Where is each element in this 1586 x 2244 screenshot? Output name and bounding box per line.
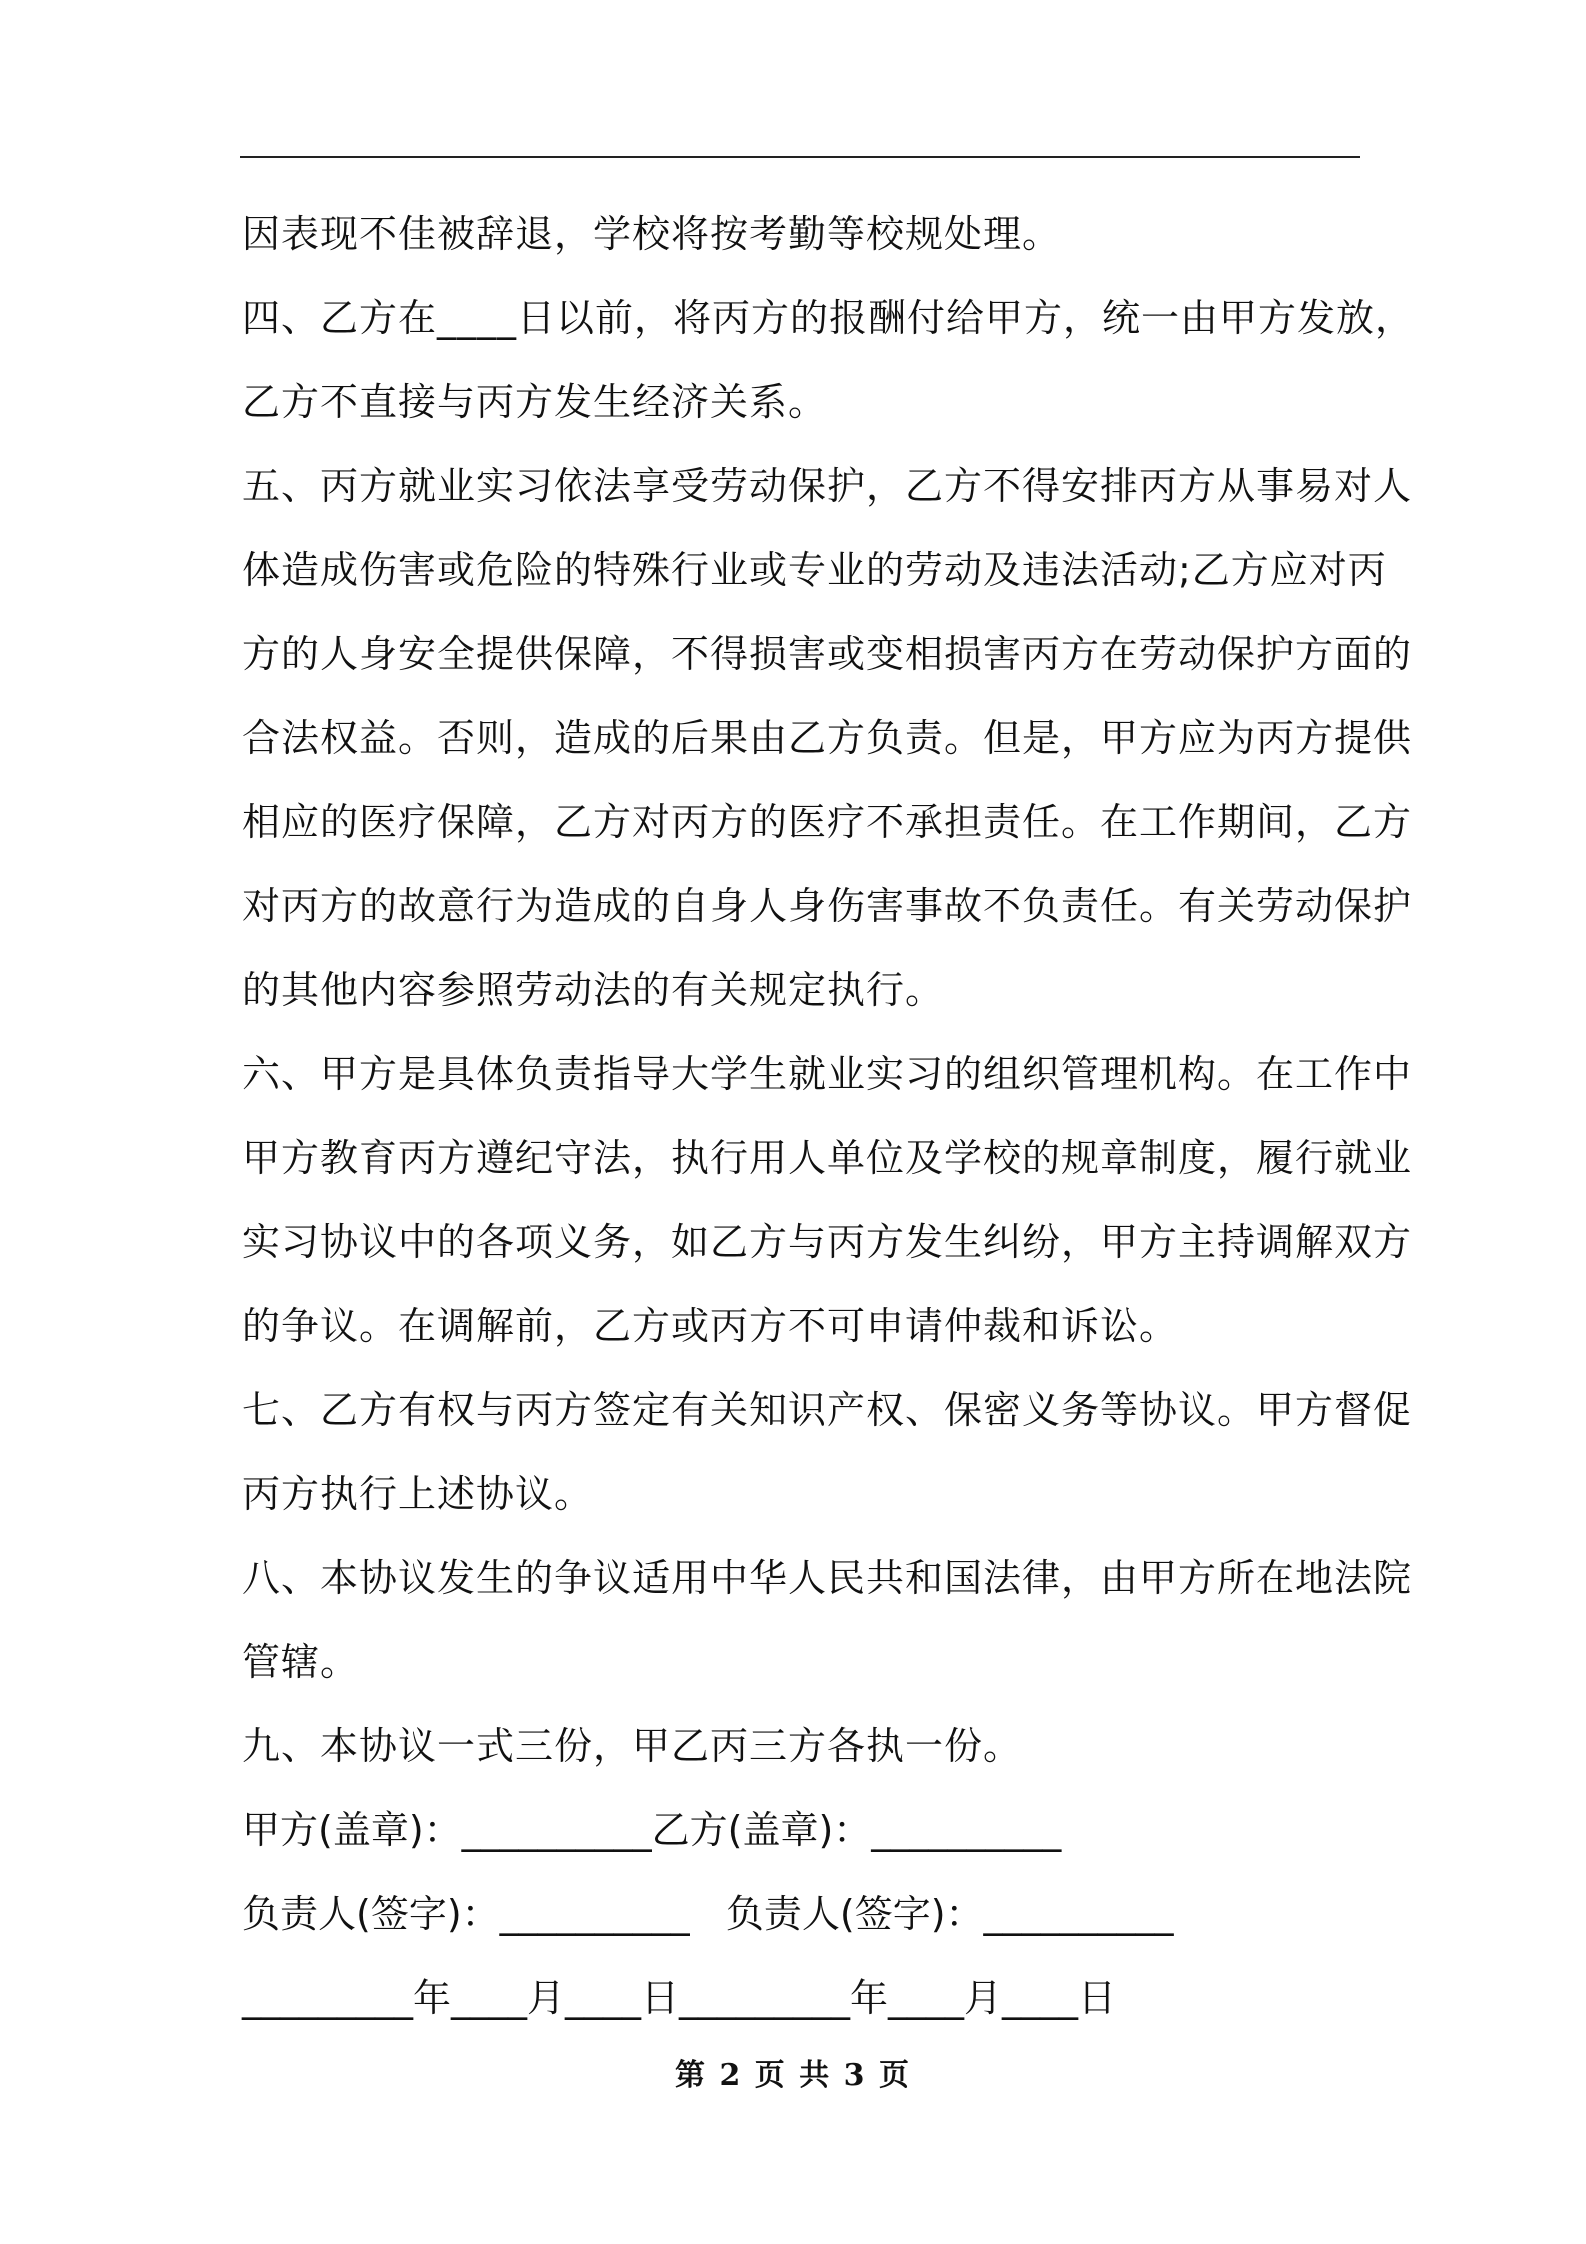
signature-line-date: _________年____月____日_________年____月____日: [242, 1976, 1117, 2020]
document-body: [242, 192, 1415, 2040]
body-line: 的其他内容参照劳动法的有关规定执行。: [242, 968, 945, 1012]
header-rule: [240, 156, 1360, 158]
body-line: 丙方执行上述协议。: [242, 1472, 594, 1516]
body-line: 七、乙方有权与丙方签定有关知识产权、保密义务等协议。甲方督促: [242, 1388, 1413, 1432]
body-line: 甲方教育丙方遵纪守法，执行用人单位及学校的规章制度，履行就业: [242, 1136, 1413, 1180]
body-line: 乙方不直接与丙方发生经济关系。: [242, 380, 828, 424]
body-line: 体造成伤害或危险的特殊行业或专业的劳动及违法活动;乙方应对丙: [242, 548, 1387, 592]
body-line: 五、丙方就业实习依法享受劳动保护，乙方不得安排丙方从事易对人: [242, 464, 1413, 508]
signature-line-signer: 负责人(签字)：__________ 负责人(签字)：__________: [242, 1892, 1174, 1936]
body-line: 实习协议中的各项义务，如乙方与丙方发生纠纷，甲方主持调解双方: [242, 1220, 1413, 1264]
body-line: 方的人身安全提供保障，不得损害或变相损害丙方在劳动保护方面的: [242, 632, 1413, 676]
body-line: 六、甲方是具体负责指导大学生就业实习的组织管理机构。在工作中: [242, 1052, 1413, 1096]
body-line: 管辖。: [242, 1640, 360, 1684]
body-line: 九、本协议一式三份，甲乙丙三方各执一份。: [242, 1724, 1023, 1768]
body-line: 相应的医疗保障，乙方对丙方的医疗不承担责任。在工作期间，乙方: [242, 800, 1413, 844]
body-line: 四、乙方在____日以前，将丙方的报酬付给甲方，统一由甲方发放，: [242, 296, 1415, 340]
body-line: 因表现不佳被辞退，学校将按考勤等校规处理。: [242, 212, 1062, 256]
body-line: 合法权益。否则，造成的后果由乙方负责。但是，甲方应为丙方提供: [242, 716, 1413, 760]
page-number-footer: 第 2 页 共 3 页: [675, 2058, 911, 2093]
body-line: 八、本协议发生的争议适用中华人民共和国法律，由甲方所在地法院: [242, 1556, 1413, 1600]
body-line: 对丙方的故意行为造成的自身人身伤害事故不负责任。有关劳动保护: [242, 884, 1413, 928]
body-line: 的争议。在调解前，乙方或丙方不可申请仲裁和诉讼。: [242, 1304, 1179, 1348]
signature-line-seal: 甲方(盖章)：__________乙方(盖章)：__________: [242, 1808, 1062, 1852]
